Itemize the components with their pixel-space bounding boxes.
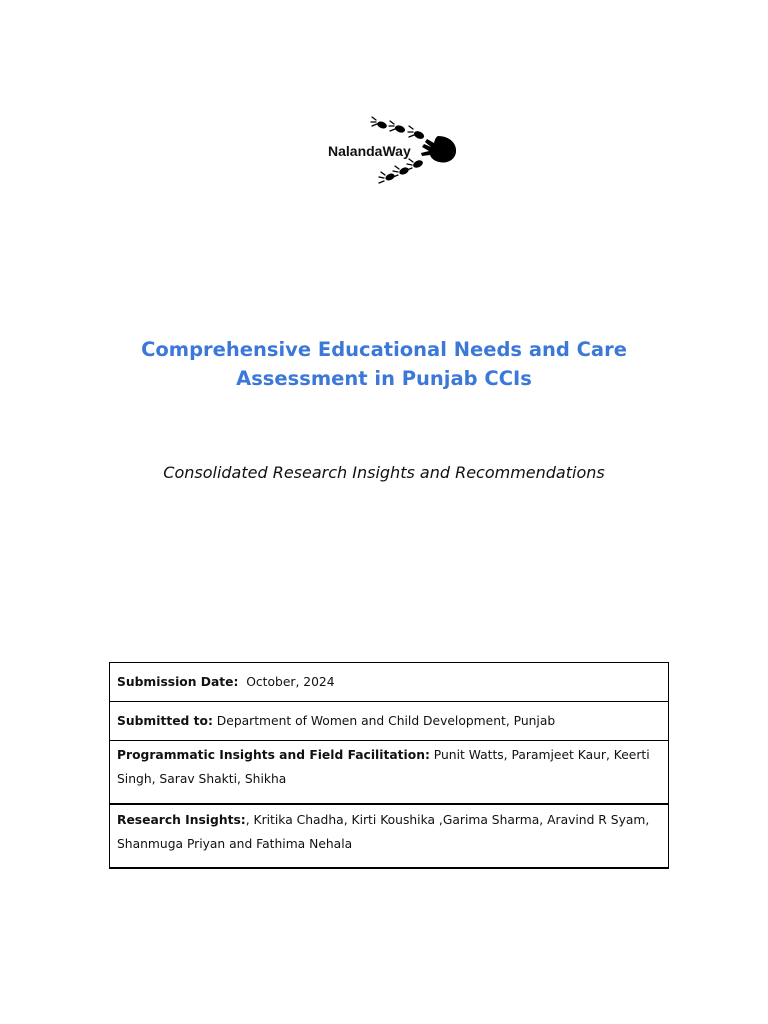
table-row [110, 663, 669, 702]
table-row [110, 702, 669, 741]
programmatic-insights-label: Programmatic Insights and Field Facilitation: [117, 748, 430, 762]
submission-date-label: Submission Date: [117, 675, 239, 689]
submission-info-table [109, 662, 669, 869]
table-cell [110, 804, 669, 868]
nalandaway-logo [326, 114, 462, 192]
document-title-line-2: Assessment in Punjab CCIs [236, 367, 532, 390]
submitted-to-value: Department of Women and Child Development, Punjab [212, 714, 556, 728]
document-title-line-1: Comprehensive Educational Needs and Care [141, 338, 627, 361]
programmatic-insights-value: Punit Watts, Paramjeet Kaur, Keerti Singh, Sarav Shakti, Shikha [117, 748, 654, 786]
table-row [110, 741, 669, 805]
table-cell [110, 663, 669, 702]
document-subtitle: Consolidated Research Insights and Recommendations [163, 463, 605, 482]
research-insights-label: Research Insights: [117, 813, 246, 827]
document-title [84, 335, 684, 393]
submitted-to-label: Submitted to: [117, 714, 213, 728]
submission-date-value: October, 2024 [238, 675, 335, 689]
table-row [110, 804, 669, 868]
table-cell [110, 741, 669, 805]
hand-prints-logo-icon [326, 114, 462, 192]
svg-text:NalandaWay: NalandaWay [328, 143, 411, 159]
research-insights-value: , Kritika Chadha, Kirti Koushika ,Garima Sharma, Aravind R Syam, Shanmuga Priyan and Fathima Nehala [117, 813, 654, 851]
table-cell [110, 702, 669, 741]
